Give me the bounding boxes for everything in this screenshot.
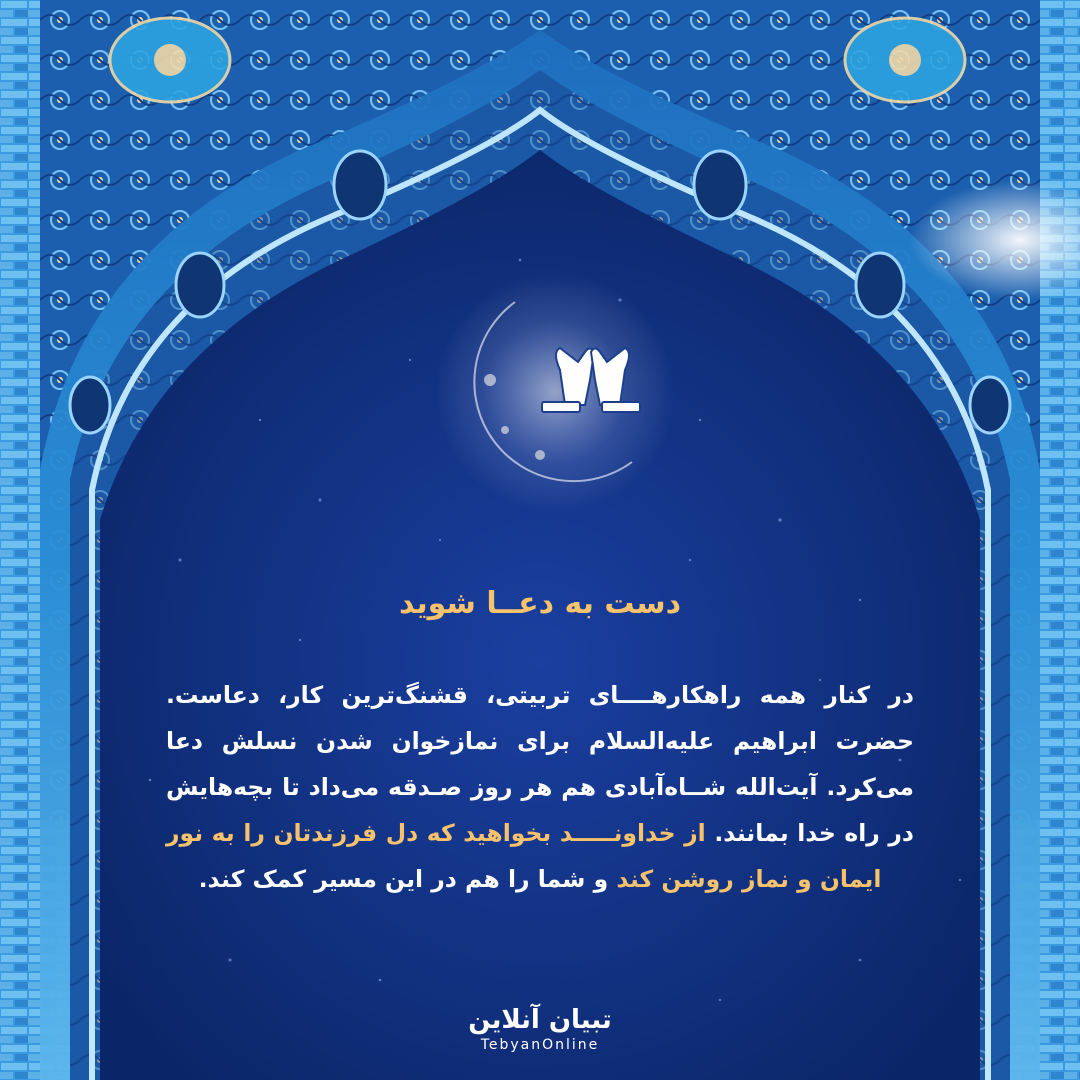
- highlighted-text: از خداونـــــد بخواهید که دل فرزندتان را به نور ایمان و نماز روشن کند: [166, 819, 882, 893]
- brand-name-en: TebyanOnline: [480, 1037, 600, 1053]
- paragraph-text-end: و شما را هم در این مسیر کمک کند.: [198, 865, 617, 893]
- brand-name-fa: تبیان آنلاین: [468, 1005, 612, 1035]
- page-title: دست به دعــا شوید: [398, 586, 681, 621]
- brand-logo: [440, 1005, 640, 1055]
- body-paragraph: [166, 672, 914, 902]
- paragraph-text: در کنار همه راهکارهــــای تربیتی، قشنگ‌ترین کار، دعاست. حضرت ابراهیم علیه‌السلام برای نمازخوان شدن نسلش دعا می‌کرد. آیت‌الله شــاه‌آبادی هم هر روز صـدقه می‌داد تا بچه‌هایش در راه خدا بمانند.: [166, 681, 914, 847]
